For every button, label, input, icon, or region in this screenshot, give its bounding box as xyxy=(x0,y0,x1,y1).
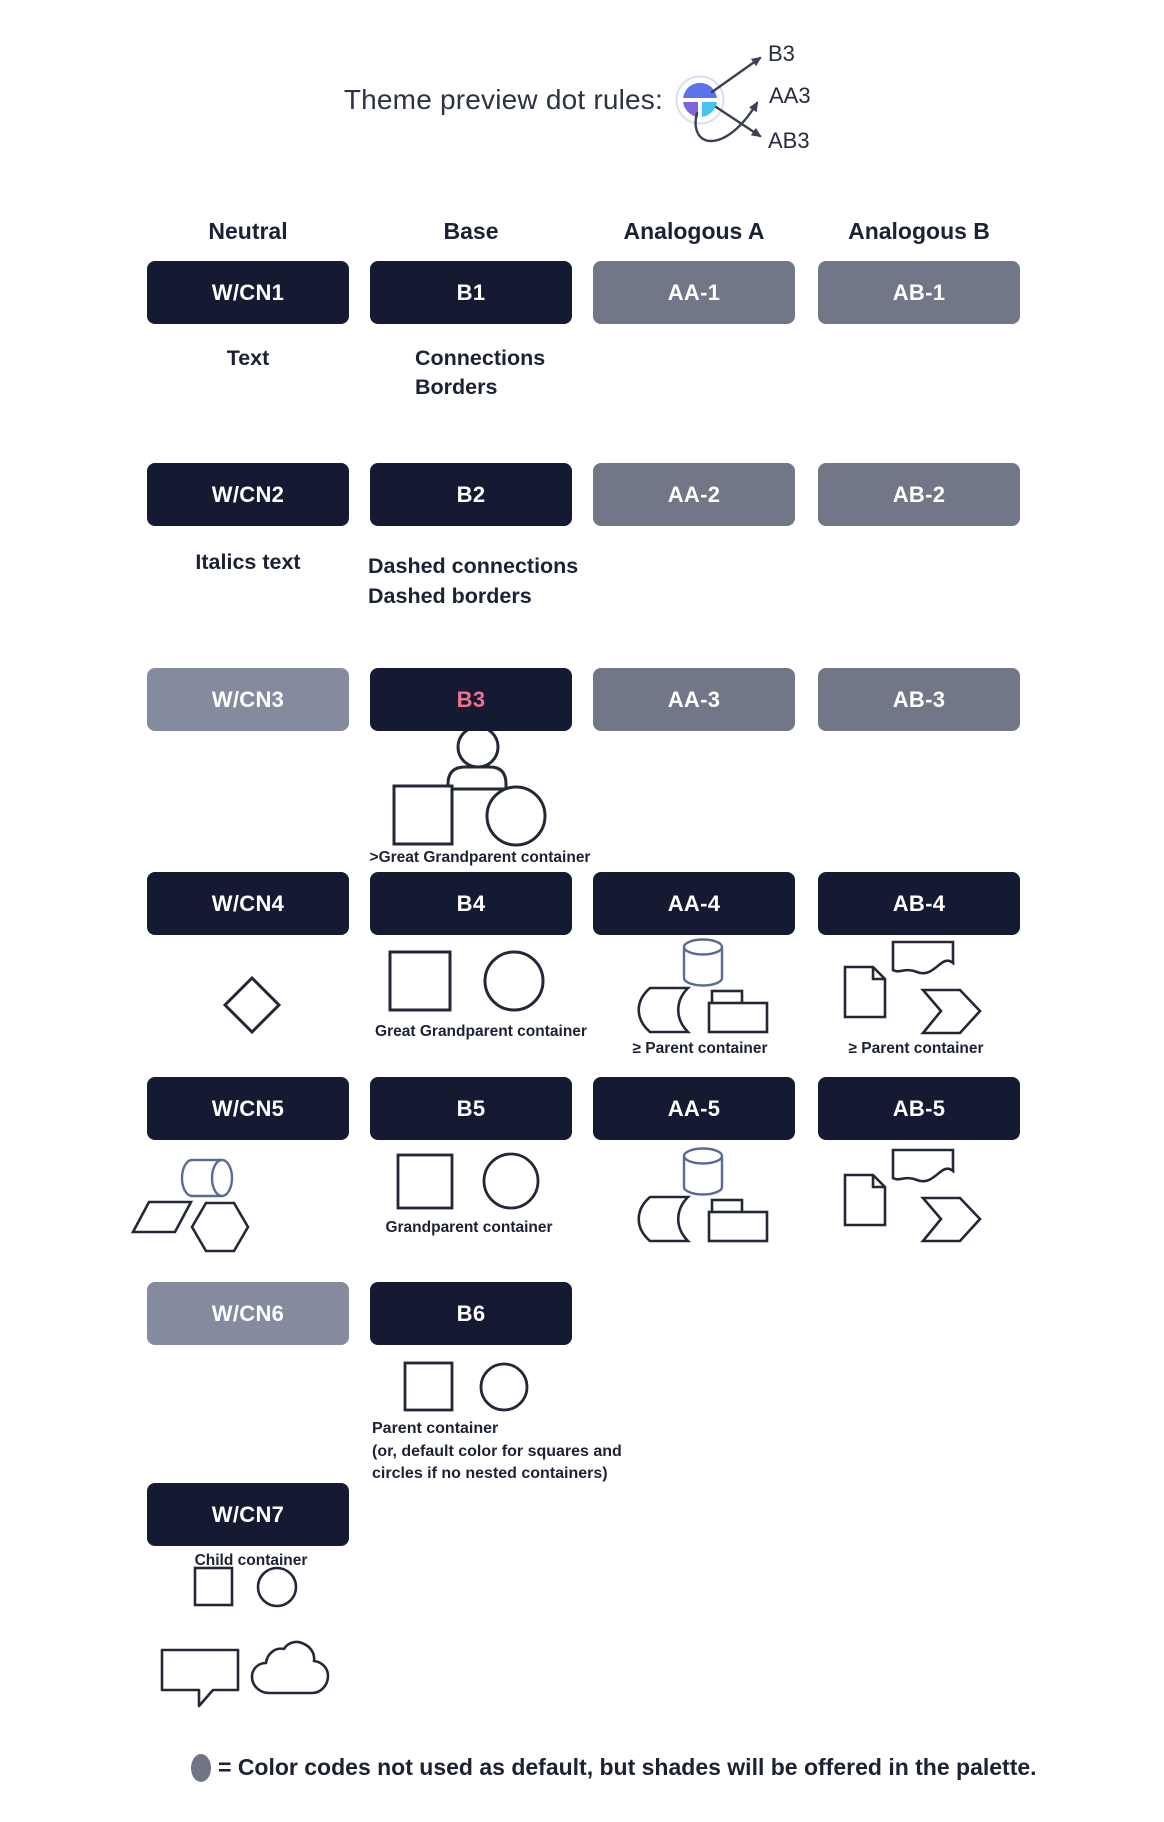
swatch-ab3: AB-3 xyxy=(818,668,1020,731)
dot-label-ab3: AB3 xyxy=(768,128,810,153)
note-dashed xyxy=(368,551,578,611)
swatch-wcn6: W/CN6 xyxy=(147,1282,349,1345)
square-shape xyxy=(398,1155,452,1208)
square-shape xyxy=(390,952,450,1010)
caption-parent-container xyxy=(372,1418,622,1486)
swatch-b5: B5 xyxy=(370,1077,572,1140)
swatch-wcn1: W/CN1 xyxy=(147,261,349,324)
swatch-b6: B6 xyxy=(370,1282,572,1345)
column-header-base: Base xyxy=(443,218,499,244)
swatch-wcn3: W/CN3 xyxy=(147,668,349,731)
wcn4-diamond-shape xyxy=(225,978,279,1032)
wcn5-shape-cluster xyxy=(133,1160,248,1251)
parallelogram-shape xyxy=(133,1202,191,1232)
swatch-ab2: AB-2 xyxy=(818,463,1020,526)
column-header-neutral: Neutral xyxy=(208,218,288,244)
square-shape xyxy=(405,1363,452,1410)
caption-gt-great-grandparent: >Great Grandparent container xyxy=(369,849,591,866)
swatch-aa4: AA-4 xyxy=(593,872,795,935)
note-dashed-connections: Dashed connections xyxy=(368,554,579,578)
swatch-aa1: AA-1 xyxy=(593,261,795,324)
swatch-wcn2: W/CN2 xyxy=(147,463,349,526)
swatch-b1: B1 xyxy=(370,261,572,324)
swatch-b3: B3 xyxy=(370,668,572,731)
page-title: Theme preview dot rules: xyxy=(343,84,663,115)
aa5-shape-cluster xyxy=(639,1149,767,1242)
caption-parent-line3: circles if no nested containers) xyxy=(372,1465,608,1482)
note-connections-borders xyxy=(415,344,545,402)
circle-shape xyxy=(484,1154,538,1208)
circle-shape xyxy=(485,952,543,1010)
cloud-shape xyxy=(252,1642,328,1693)
dot-label-b3: B3 xyxy=(768,41,795,66)
swatch-aa3: AA-3 xyxy=(593,668,795,731)
aa4-shape-cluster xyxy=(639,940,767,1033)
hexagon-shape xyxy=(192,1203,248,1251)
note-dashed-borders: Dashed borders xyxy=(368,584,532,608)
arrow-to-b3 xyxy=(712,58,760,92)
footer-legend-text: = Color codes not used as default, but shades will be offered in the palette. xyxy=(218,1754,1037,1780)
note-borders: Borders xyxy=(415,375,498,399)
swatch-wcn7: W/CN7 xyxy=(147,1483,349,1546)
note-italics-text: Italics text xyxy=(195,550,301,574)
swatch-aa2: AA-2 xyxy=(593,463,795,526)
circle-shape xyxy=(487,787,545,845)
person-body-icon xyxy=(448,767,506,789)
swatch-b4: B4 xyxy=(370,872,572,935)
caption-child-container: Child container xyxy=(194,1552,308,1569)
swatch-aa5: AA-5 xyxy=(593,1077,795,1140)
note-connections: Connections xyxy=(415,346,546,370)
square-shape xyxy=(394,786,452,844)
wcn7-square-circle xyxy=(195,1568,296,1606)
footer-legend-dot xyxy=(191,1754,211,1782)
ab4-shape-cluster xyxy=(845,942,980,1033)
swatch-ab4: AB-4 xyxy=(818,872,1020,935)
column-header-analogous-a: Analogous A xyxy=(623,218,765,244)
caption-gte-parent-aa: ≥ Parent container xyxy=(632,1040,768,1057)
ab5-shape-cluster xyxy=(845,1150,980,1241)
caption-gte-parent-ab: ≥ Parent container xyxy=(848,1040,984,1057)
b4-square-circle xyxy=(390,952,543,1010)
arrow-to-ab3 xyxy=(716,107,760,136)
b3-person-cluster xyxy=(394,727,545,845)
circle-shape xyxy=(258,1568,296,1606)
swatch-b2: B2 xyxy=(370,463,572,526)
swatch-wcn5: W/CN5 xyxy=(147,1077,349,1140)
theme-dot-figure xyxy=(677,58,761,141)
b6-square-circle xyxy=(405,1363,527,1410)
swatch-ab5: AB-5 xyxy=(818,1077,1020,1140)
column-header-analogous-b: Analogous B xyxy=(848,218,990,244)
caption-parent-line2: (or, default color for squares and xyxy=(372,1442,622,1460)
note-text: Text xyxy=(226,346,270,370)
b5-square-circle xyxy=(398,1154,538,1208)
caption-grandparent: Grandparent container xyxy=(385,1219,553,1236)
wcn7-bubble-cloud xyxy=(162,1642,328,1706)
speech-bubble-shape xyxy=(162,1650,238,1706)
swatch-ab1: AB-1 xyxy=(818,261,1020,324)
caption-parent-line1: Parent container xyxy=(372,1420,499,1437)
swatch-wcn4: W/CN4 xyxy=(147,872,349,935)
dot-label-aa3: AA3 xyxy=(769,83,811,108)
caption-great-grandparent: Great Grandparent container xyxy=(375,1023,587,1040)
circle-shape xyxy=(481,1364,527,1410)
square-shape xyxy=(195,1568,232,1605)
person-head-icon xyxy=(458,727,498,767)
